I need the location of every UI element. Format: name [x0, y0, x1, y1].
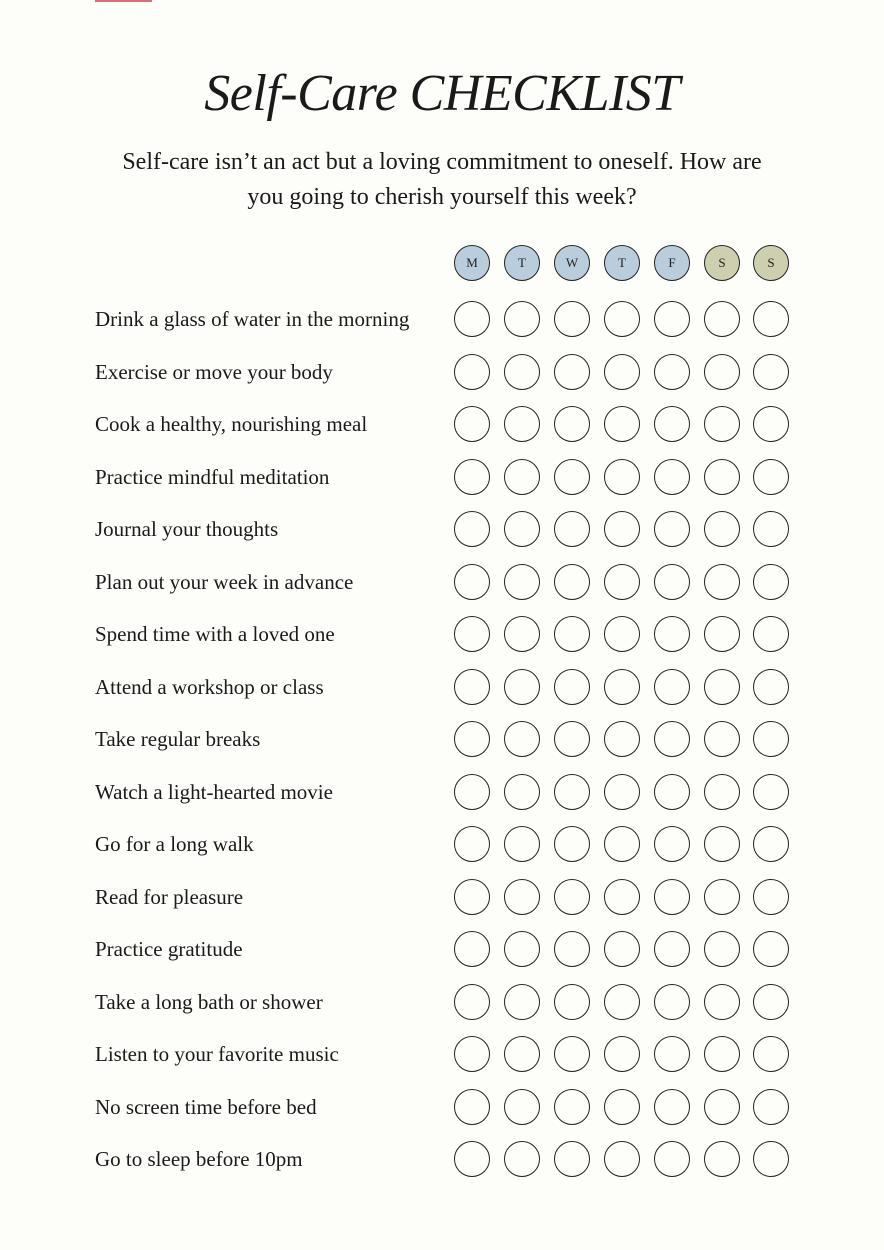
- check-circle[interactable]: [604, 826, 640, 862]
- check-circle[interactable]: [554, 879, 590, 915]
- check-circle[interactable]: [454, 354, 490, 390]
- task-label: Listen to your favorite music: [95, 1042, 339, 1066]
- check-circle[interactable]: [454, 1141, 490, 1177]
- check-circle[interactable]: [704, 1036, 740, 1072]
- task-label: Drink a glass of water in the morning: [95, 307, 410, 331]
- checklist-row: [0, 1089, 884, 1127]
- checklist-row: [0, 459, 884, 497]
- check-circle[interactable]: [704, 669, 740, 705]
- check-circle[interactable]: [554, 354, 590, 390]
- check-circle[interactable]: [753, 511, 789, 547]
- check-circle[interactable]: [604, 774, 640, 810]
- check-circle[interactable]: [654, 984, 690, 1020]
- check-circle[interactable]: [554, 301, 590, 337]
- check-circle[interactable]: [604, 354, 640, 390]
- check-circle[interactable]: [554, 1036, 590, 1072]
- check-circle[interactable]: [604, 301, 640, 337]
- check-circle[interactable]: [604, 721, 640, 757]
- check-circle[interactable]: [704, 1089, 740, 1125]
- day-header-6: S: [704, 245, 740, 281]
- check-circle[interactable]: [654, 826, 690, 862]
- task-label: Attend a workshop or class: [95, 675, 324, 699]
- check-circle[interactable]: [554, 984, 590, 1020]
- check-circle[interactable]: [654, 511, 690, 547]
- checklist-row: [0, 1036, 884, 1074]
- check-circle[interactable]: [753, 459, 789, 495]
- task-label: Spend time with a loved one: [95, 622, 335, 646]
- check-circle[interactable]: [454, 1036, 490, 1072]
- checklist-row: [0, 774, 884, 812]
- check-circle[interactable]: [753, 406, 789, 442]
- check-circle[interactable]: [753, 1141, 789, 1177]
- check-circle[interactable]: [654, 354, 690, 390]
- check-circle[interactable]: [704, 354, 740, 390]
- check-circle[interactable]: [504, 1036, 540, 1072]
- top-accent-bar: [95, 0, 152, 2]
- check-circle[interactable]: [554, 826, 590, 862]
- check-circle[interactable]: [604, 511, 640, 547]
- task-label: Practice mindful meditation: [95, 465, 330, 489]
- task-label: Practice gratitude: [95, 937, 243, 961]
- day-header-3: W: [554, 245, 590, 281]
- check-circle[interactable]: [554, 669, 590, 705]
- task-label: Plan out your week in advance: [95, 570, 354, 594]
- check-circle[interactable]: [454, 1089, 490, 1125]
- check-circle[interactable]: [554, 931, 590, 967]
- check-circle[interactable]: [753, 354, 789, 390]
- check-circle[interactable]: [704, 1141, 740, 1177]
- check-circle[interactable]: [604, 459, 640, 495]
- task-label: Go to sleep before 10pm: [95, 1147, 303, 1171]
- check-circle[interactable]: [604, 669, 640, 705]
- check-circle[interactable]: [654, 1036, 690, 1072]
- check-circle[interactable]: [504, 826, 540, 862]
- task-label: Take a long bath or shower: [95, 990, 323, 1014]
- check-circle[interactable]: [454, 721, 490, 757]
- check-circle[interactable]: [604, 879, 640, 915]
- check-circle[interactable]: [504, 774, 540, 810]
- check-circle[interactable]: [654, 774, 690, 810]
- checklist-row: [0, 669, 884, 707]
- check-circle[interactable]: [504, 459, 540, 495]
- check-circle[interactable]: [704, 459, 740, 495]
- check-circle[interactable]: [753, 774, 789, 810]
- checklist-row: [0, 301, 884, 339]
- check-circle[interactable]: [504, 721, 540, 757]
- check-circle[interactable]: [704, 301, 740, 337]
- day-header-2: T: [504, 245, 540, 281]
- check-circle[interactable]: [454, 564, 490, 600]
- checklist-row: [0, 879, 884, 917]
- check-circle[interactable]: [654, 459, 690, 495]
- check-circle[interactable]: [654, 1141, 690, 1177]
- check-circle[interactable]: [704, 406, 740, 442]
- check-circle[interactable]: [753, 564, 789, 600]
- check-circle[interactable]: [504, 511, 540, 547]
- day-header-7: S: [753, 245, 789, 281]
- check-circle[interactable]: [504, 1141, 540, 1177]
- check-circle[interactable]: [704, 721, 740, 757]
- check-circle[interactable]: [604, 1089, 640, 1125]
- check-circle[interactable]: [554, 774, 590, 810]
- check-circle[interactable]: [753, 1089, 789, 1125]
- day-header-4: T: [604, 245, 640, 281]
- checklist-row: [0, 931, 884, 969]
- check-circle[interactable]: [454, 511, 490, 547]
- check-circle[interactable]: [554, 616, 590, 652]
- check-circle[interactable]: [554, 1089, 590, 1125]
- page-title: Self-Care CHECKLIST: [204, 65, 680, 122]
- task-label: Exercise or move your body: [95, 360, 333, 384]
- check-circle[interactable]: [654, 721, 690, 757]
- check-circle[interactable]: [753, 879, 789, 915]
- check-circle[interactable]: [454, 826, 490, 862]
- check-circle[interactable]: [454, 406, 490, 442]
- check-circle[interactable]: [654, 1089, 690, 1125]
- task-label: Go for a long walk: [95, 832, 254, 856]
- checklist-row: [0, 354, 884, 392]
- check-circle[interactable]: [554, 564, 590, 600]
- check-circle[interactable]: [753, 721, 789, 757]
- check-circle[interactable]: [704, 879, 740, 915]
- check-circle[interactable]: [654, 931, 690, 967]
- check-circle[interactable]: [604, 1141, 640, 1177]
- check-circle[interactable]: [604, 564, 640, 600]
- check-circle[interactable]: [504, 931, 540, 967]
- task-label: Cook a healthy, nourishing meal: [95, 412, 368, 436]
- page-subtitle: Self-care isn’t an act but a loving commitment to oneself. How are you going to cherish yourself this week?: [122, 149, 762, 210]
- check-circle[interactable]: [454, 879, 490, 915]
- check-circle[interactable]: [704, 774, 740, 810]
- check-circle[interactable]: [504, 1089, 540, 1125]
- check-circle[interactable]: [753, 301, 789, 337]
- check-circle[interactable]: [454, 301, 490, 337]
- check-circle[interactable]: [504, 301, 540, 337]
- check-circle[interactable]: [654, 616, 690, 652]
- check-circle[interactable]: [604, 931, 640, 967]
- task-label: Watch a light-hearted movie: [95, 780, 333, 804]
- check-circle[interactable]: [704, 511, 740, 547]
- check-circle[interactable]: [753, 1036, 789, 1072]
- checklist-row: [0, 721, 884, 759]
- check-circle[interactable]: [704, 984, 740, 1020]
- check-circle[interactable]: [554, 1141, 590, 1177]
- day-header-5: F: [654, 245, 690, 281]
- check-circle[interactable]: [753, 984, 789, 1020]
- check-circle[interactable]: [654, 406, 690, 442]
- checklist-row: [0, 616, 884, 654]
- check-circle[interactable]: [504, 984, 540, 1020]
- check-circle[interactable]: [604, 406, 640, 442]
- check-circle[interactable]: [454, 931, 490, 967]
- check-circle[interactable]: [704, 931, 740, 967]
- task-label: Read for pleasure: [95, 885, 244, 909]
- check-circle[interactable]: [753, 931, 789, 967]
- checklist-row: [0, 564, 884, 602]
- check-circle[interactable]: [504, 616, 540, 652]
- check-circle[interactable]: [504, 406, 540, 442]
- check-circle[interactable]: [654, 564, 690, 600]
- check-circle[interactable]: [654, 669, 690, 705]
- check-circle[interactable]: [753, 669, 789, 705]
- check-circle[interactable]: [753, 616, 789, 652]
- check-circle[interactable]: [604, 984, 640, 1020]
- checklist-row: [0, 826, 884, 864]
- check-circle[interactable]: [454, 984, 490, 1020]
- checklist-row: [0, 511, 884, 549]
- check-circle[interactable]: [504, 879, 540, 915]
- check-circle[interactable]: [604, 616, 640, 652]
- check-circle[interactable]: [454, 669, 490, 705]
- day-header-1: M: [454, 245, 490, 281]
- checklist-row: [0, 1141, 884, 1179]
- check-circle[interactable]: [504, 669, 540, 705]
- check-circle[interactable]: [554, 721, 590, 757]
- check-circle[interactable]: [554, 406, 590, 442]
- task-label: Take regular breaks: [95, 727, 261, 751]
- check-circle[interactable]: [604, 1036, 640, 1072]
- check-circle[interactable]: [654, 879, 690, 915]
- check-circle[interactable]: [704, 826, 740, 862]
- checklist-row: [0, 406, 884, 444]
- check-circle[interactable]: [753, 826, 789, 862]
- check-circle[interactable]: [654, 301, 690, 337]
- check-circle[interactable]: [504, 564, 540, 600]
- task-label: Journal your thoughts: [95, 517, 279, 541]
- check-circle[interactable]: [704, 616, 740, 652]
- task-label: No screen time before bed: [95, 1095, 317, 1119]
- check-circle[interactable]: [554, 459, 590, 495]
- checklist-row: [0, 984, 884, 1022]
- check-circle[interactable]: [454, 459, 490, 495]
- check-circle[interactable]: [704, 564, 740, 600]
- check-circle[interactable]: [454, 616, 490, 652]
- check-circle[interactable]: [554, 511, 590, 547]
- check-circle[interactable]: [504, 354, 540, 390]
- check-circle[interactable]: [454, 774, 490, 810]
